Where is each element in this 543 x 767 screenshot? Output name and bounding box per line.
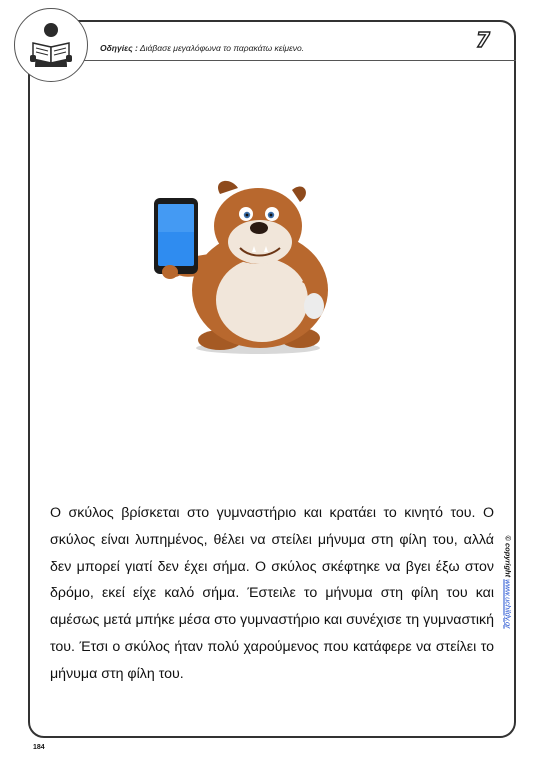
bulldog-with-phone-icon xyxy=(140,172,350,357)
story-text: Ο σκύλος βρίσκεται στο γυμναστήριο και κρατάει το κινητό του. Ο σκύλος είναι λυπημένος, θέλει να στείλει μήνυμα στη φίλη του, αλλά δεν μπορεί γιατί δεν έχει σήμα. Ο σκύλος σκέφτηκε να βγει έξω στον δρόμο, εκεί είχε καλό σήμα. Έστειλε το μήνυμα στη φίλη του και αμέσως μετά μπήκε μέσα στο γυμναστήριο και συνέχισε τη γυμναστική του. Έτσι ο σκύλος ήταν πολύ χαρούμενος που κατάφερε να στείλει το μήνυμα στη φίλη του. xyxy=(50,505,494,682)
instructions-label: Οδηγίες : xyxy=(100,43,138,53)
copyright-label: © copyright xyxy=(503,535,513,578)
exercise-number: 7 xyxy=(476,28,490,52)
instructions xyxy=(100,43,304,53)
footer-page-number: 184 xyxy=(33,744,45,751)
reading-badge xyxy=(14,8,88,82)
header-divider xyxy=(83,60,516,61)
copyright-link[interactable]: www.uchildy.gr xyxy=(503,579,513,629)
reading-person-icon xyxy=(25,19,77,71)
instructions-text: Διάβασε μεγαλόφωνα το παρακάτω κείμενο. xyxy=(139,43,305,53)
copyright-notice xyxy=(504,535,513,628)
